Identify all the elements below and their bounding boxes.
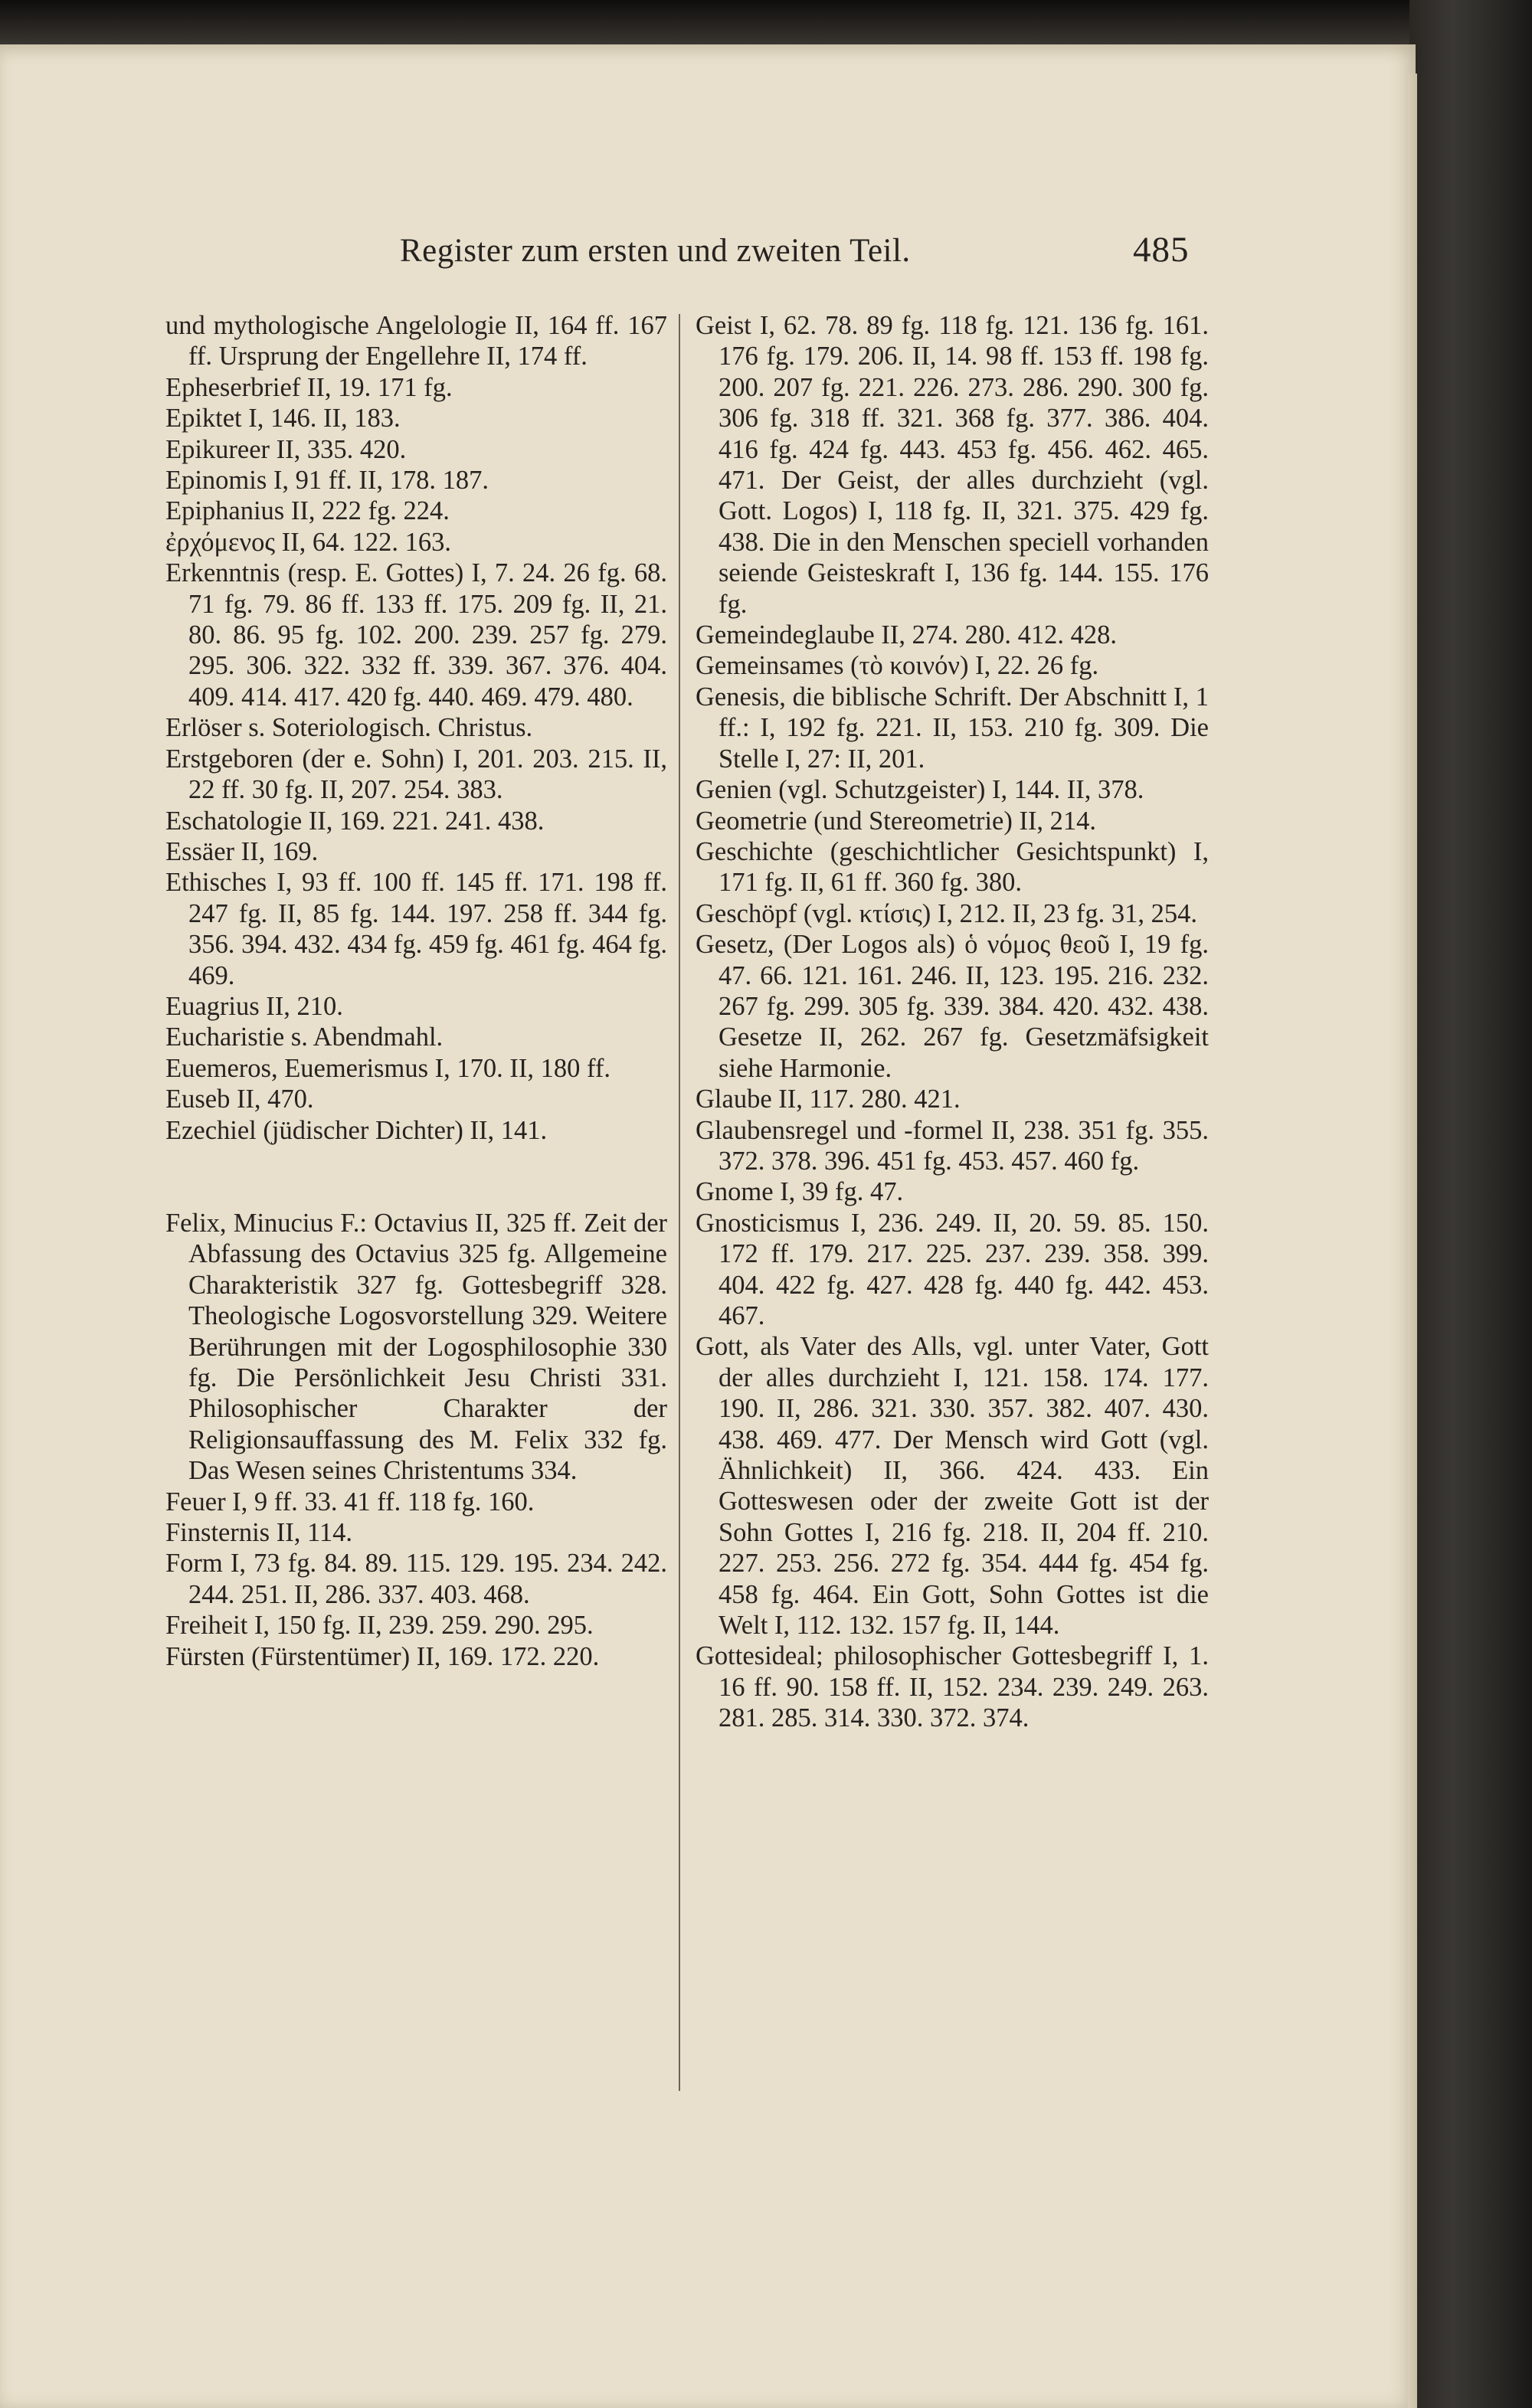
index-entry: Glaubensregel und -formel II, 238. 351 fg. 355. 372. 378. 396. 451 fg. 453. 457. 460 fg. <box>696 1115 1209 1176</box>
index-entry: Epiphanius II, 222 fg. 224. <box>165 496 450 526</box>
page-number: 485 <box>1133 230 1190 270</box>
index-entry: Finsternis II, 114. <box>165 1518 353 1548</box>
book-binding <box>1409 0 1532 2408</box>
index-entry: Euemeros, Euemerismus I, 170. II, 180 ff. <box>165 1053 611 1083</box>
index-entry: Geometrie (und Stereometrie) II, 214. <box>696 806 1097 836</box>
index-entry: Genien (vgl. Schutzgeister) I, 144. II, 378. <box>696 775 1144 805</box>
index-entry: Euseb II, 470. <box>165 1085 314 1114</box>
index-entry: Ezechiel (jüdischer Dichter) II, 141. <box>165 1115 548 1145</box>
page-edge <box>1408 74 1417 2408</box>
index-entry: Ethisches I, 93 ff. 100 ff. 145 ff. 171. 198 ff. 247 fg. II, 85 fg. 144. 197. 258 ff. 344 fg. 356. 394. 432. 434 fg. 459 fg. 461 fg. 464 fg. 469. <box>165 868 667 990</box>
index-entry: Felix, Minucius F.: Octavius II, 325 ff. Zeit der Abfassung des Octavius 325 fg. Allgemeine Charakteristik 327 fg. Gottesbegriff 328. Theologische Logosvorstellung 329. Weitere Berührungen mit der Logosphilosophie 330 fg. Die Persönlichkeit Jesu Christi 331. Philosophischer Charakter der Religionsauffassung des M. Felix 332 fg. Das Wesen seines Christentums 334. <box>165 1208 667 1486</box>
column-divider <box>679 314 680 2091</box>
running-head: Register zum ersten und zweiten Teil. <box>400 233 911 269</box>
index-entry: ἐρχόμενος II, 64. 122. 163. <box>165 527 451 557</box>
index-entry: Geschöpf (vgl. κτίσις) I, 212. II, 23 fg. 31, 254. <box>696 898 1198 928</box>
index-entry: Genesis, die biblische Schrift. Der Abschnitt I, 1 ff.: I, 192 fg. 221. II, 153. 210 fg. 309. Die Stelle I, 27: II, 201. <box>696 682 1209 774</box>
index-entry: Eucharistie s. Abendmahl. <box>165 1022 444 1052</box>
index-entry: Erstgeboren (der e. Sohn) I, 201. 203. 215. II, 22 ff. 30 fg. II, 207. 254. 383. <box>165 744 667 805</box>
index-entry: Glaube II, 117. 280. 421. <box>696 1085 961 1114</box>
index-entry: Essäer II, 169. <box>165 836 319 866</box>
letter-section-gap <box>165 1146 667 1208</box>
index-entry: Gemeinsames (τὸ κοινόν) I, 22. 26 fg. <box>696 651 1099 681</box>
index-entry: Gott, als Vater des Alls, vgl. unter Vater, Gott der alles durchzieht I, 121. 158. 174. 177. 190. II, 286. 321. 330. 357. 382. 407. 430. 438. 469. 477. Der Mensch wird Gott (vgl. Ähnlichkeit) II, 366. 424. 433. Ein Gotteswesen oder der zweite Gott ist der Sohn Gottes I, 216 fg. 218. II, 204 ff. 210. 227. 253. 256. 272 fg. 354. 444 fg. 454 fg. 458 fg. 464. Ein Gott, Sohn Gottes ist die Welt I, 112. 132. 157 fg. II, 144. <box>696 1332 1209 1641</box>
index-entry: Freiheit I, 150 fg. II, 239. 259. 290. 295. <box>165 1611 594 1641</box>
index-entry: Erlöser s. Soteriologisch. Christus. <box>165 713 533 743</box>
index-entry: Feuer I, 9 ff. 33. 41 ff. 118 fg. 160. <box>165 1487 535 1516</box>
index-entry: Gnome I, 39 fg. 47. <box>696 1177 904 1207</box>
index-entry: Epinomis I, 91 ff. II, 178. 187. <box>165 466 489 496</box>
index-entry: Epiktet I, 146. II, 183. <box>165 404 401 434</box>
index-entry: Gesetz, (Der Logos als) ὁ νόμος θεοῦ I, 19 fg. 47. 66. 121. 161. 246. II, 123. 195. 216. 232. 267 fg. 299. 305 fg. 339. 384. 420. 432. 438. Gesetze II, 262. 267 fg. Gesetzmäfsigkeit siehe Harmonie. <box>696 930 1209 1083</box>
index-column-right <box>696 310 1209 1734</box>
index-entry: Geist I, 62. 78. 89 fg. 118 fg. 121. 136 fg. 161. 176 fg. 179. 206. II, 14. 98 ff. 153 ff. 198 fg. 200. 207 fg. 221. 226. 273. 286. 290. 300 fg. 306 fg. 318 ff. 321. 368 fg. 377. 386. 404. 416 fg. 424 fg. 443. 453 fg. 456. 462. 465. 471. Der Geist, der alles durchzieht (vgl. Gott. Logos) I, 118 fg. II, 321. 375. 429 fg. 438. Die in den Menschen speciell vorhanden seiende Geisteskraft I, 136 fg. 144. 155. 176 fg. <box>696 311 1209 619</box>
index-entry: Gnosticismus I, 236. 249. II, 20. 59. 85. 150. 172 ff. 179. 217. 225. 237. 239. 358. 399. 404. 422 fg. 427. 428 fg. 440 fg. 442. 453. 467. <box>696 1208 1209 1330</box>
index-entry: Fürsten (Fürstentümer) II, 169. 172. 220. <box>165 1641 600 1671</box>
index-entry: Gemeindeglaube II, 274. 280. 412. 428. <box>696 620 1117 650</box>
index-entry: Geschichte (geschichtlicher Gesichtspunkt) I, 171 fg. II, 61 ff. 360 fg. 380. <box>696 836 1209 898</box>
index-entry: Epheserbrief II, 19. 171 fg. <box>165 372 453 402</box>
index-entry: Form I, 73 fg. 84. 89. 115. 129. 195. 234. 242. 244. 251. II, 286. 337. 403. 468. <box>165 1549 667 1609</box>
scan-top-band <box>0 0 1532 47</box>
index-entry: und mythologische Angelologie II, 164 ff. 167 ff. Ursprung der Engellehre II, 174 ff. <box>165 311 667 371</box>
index-entry: Erkenntnis (resp. E. Gottes) I, 7. 24. 26 fg. 68. 71 fg. 79. 86 ff. 133 ff. 175. 209 fg. II, 21. 80. 86. 95 fg. 102. 200. 239. 257 fg. 279. 295. 306. 322. 332 ff. 339. 367. 376. 404. 409. 414. 417. 420 fg. 440. 469. 479. 480. <box>165 558 667 712</box>
index-column-left <box>165 310 667 1672</box>
index-entry: Gottesideal; philosophischer Gottesbegriff I, 1. 16 ff. 90. 158 ff. II, 152. 234. 239. 249. 263. 281. 285. 314. 330. 372. 374. <box>696 1641 1209 1733</box>
index-entry: Epikureer II, 335. 420. <box>165 434 407 464</box>
page-header <box>0 232 1416 278</box>
index-entry: Euagrius II, 210. <box>165 991 343 1021</box>
index-entry: Eschatologie II, 169. 221. 241. 438. <box>165 806 545 836</box>
